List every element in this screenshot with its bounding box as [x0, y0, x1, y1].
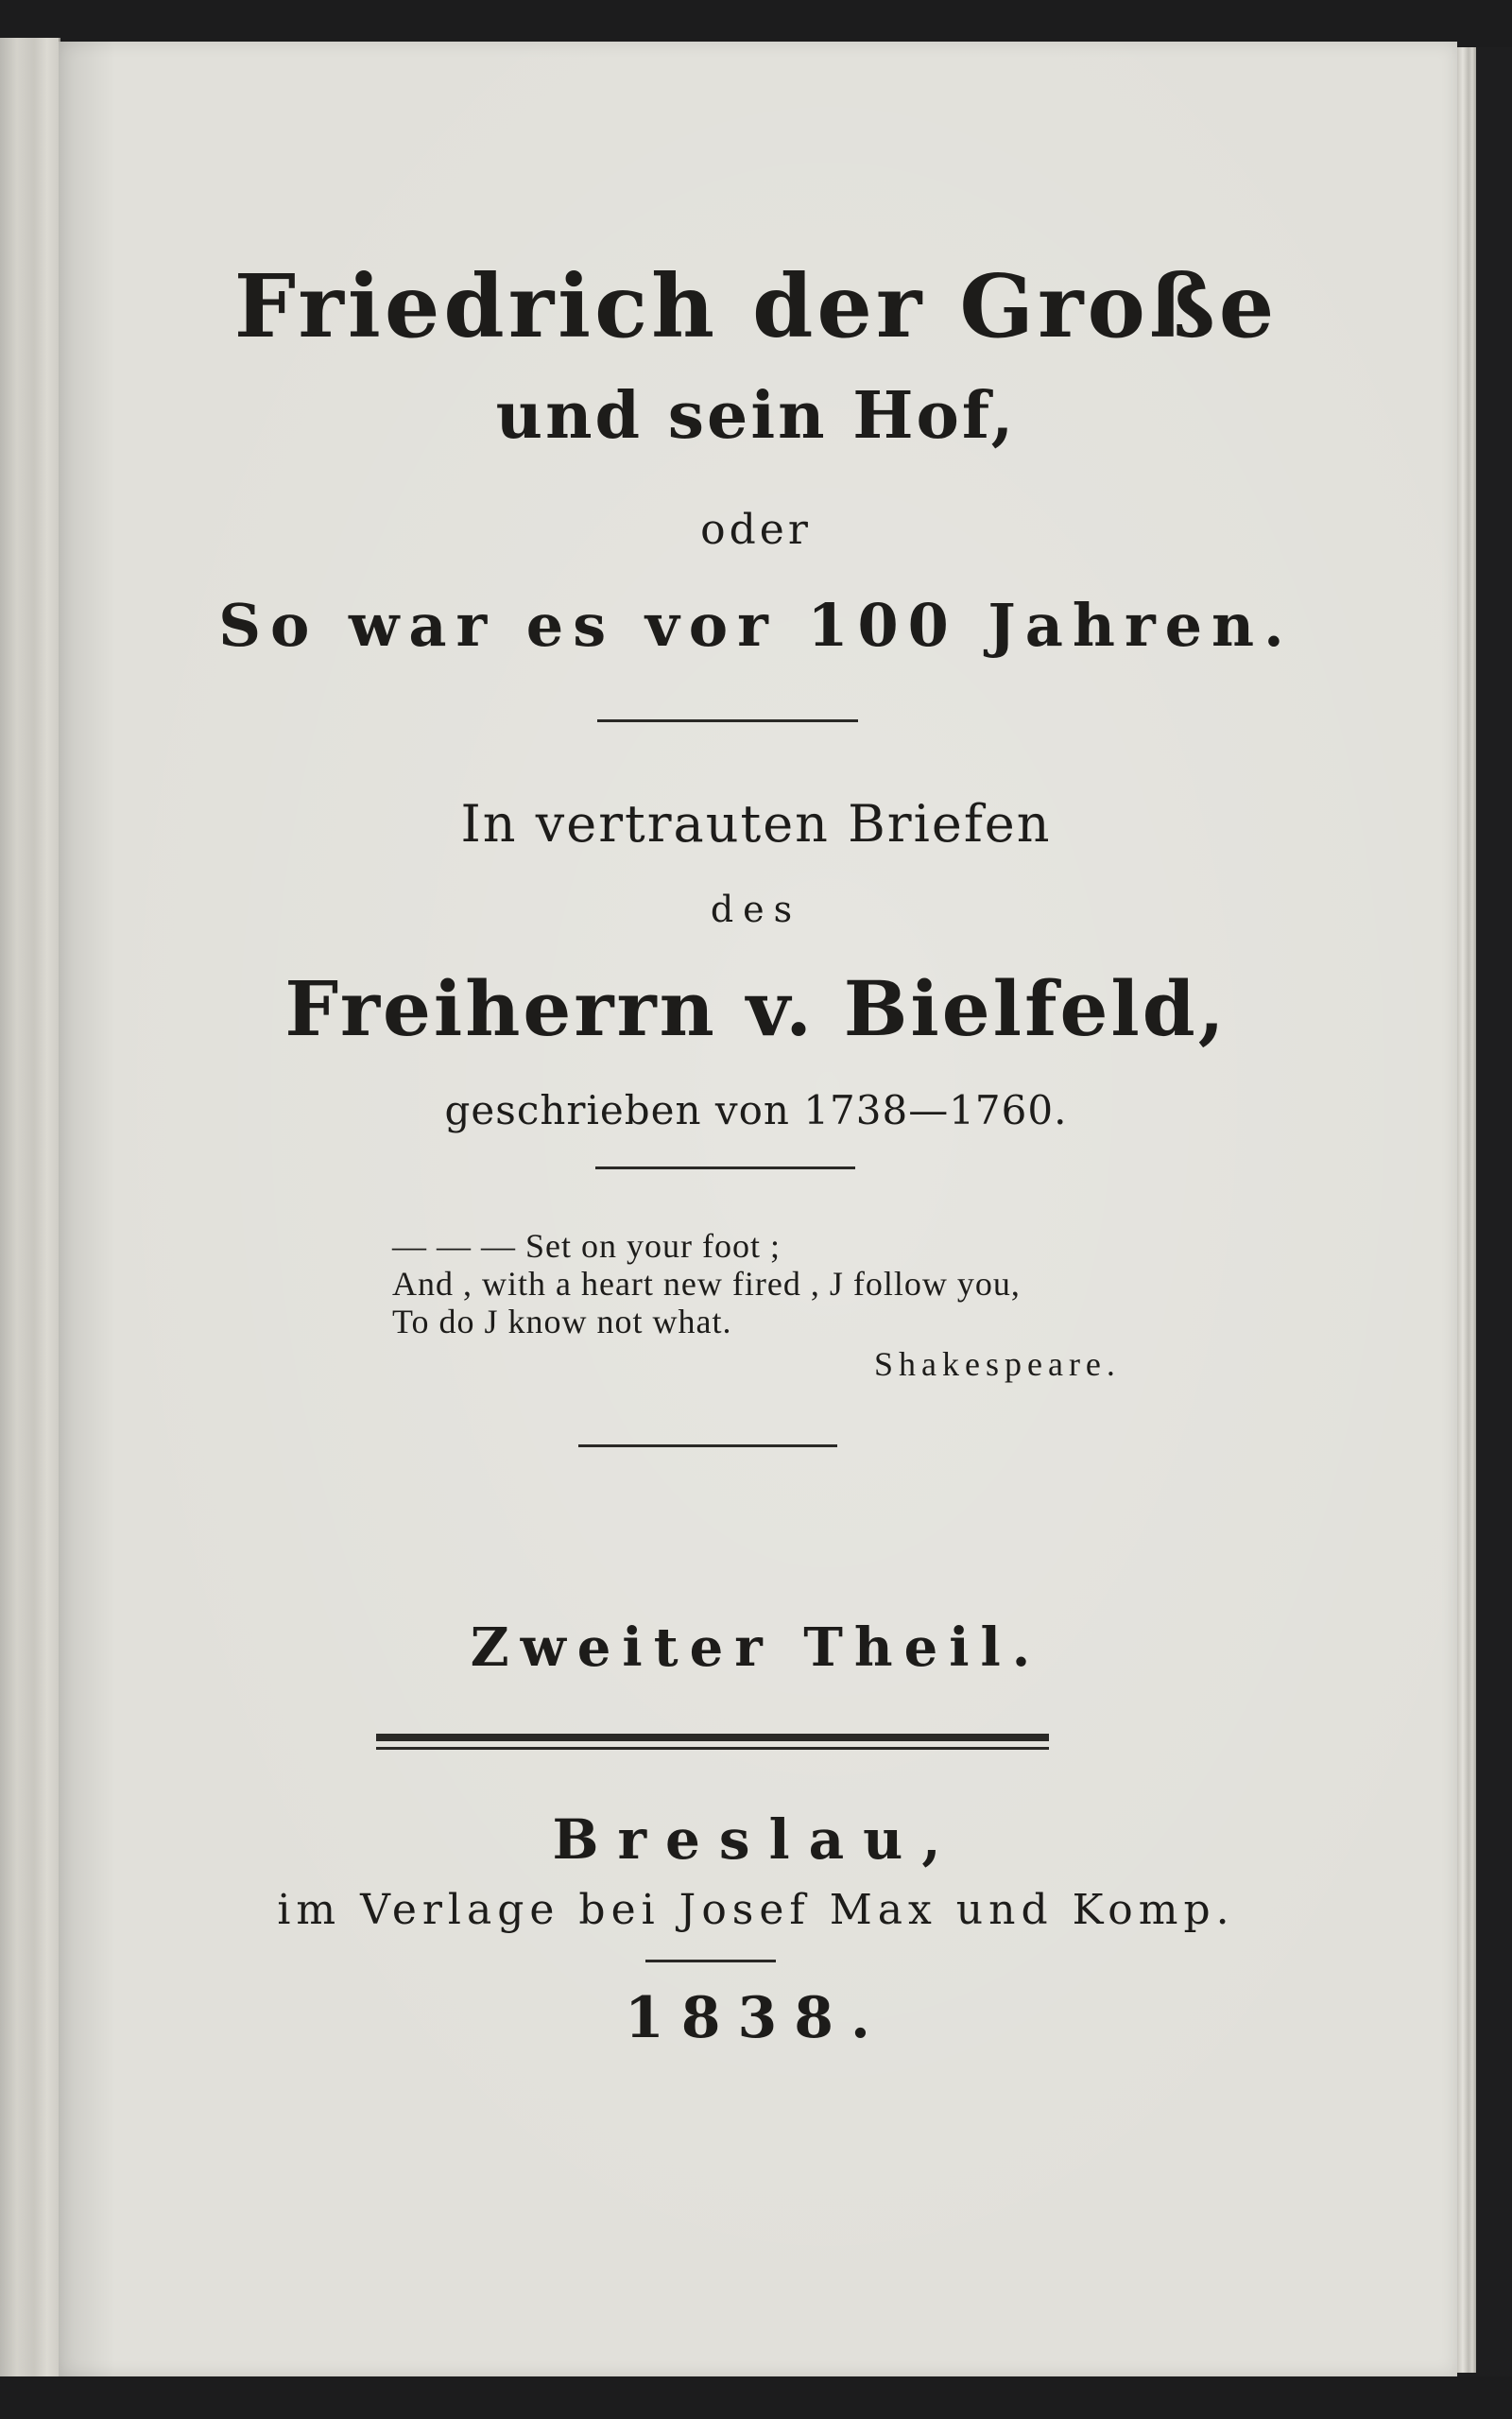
title-conjunction: oder: [700, 506, 812, 554]
epigraph-line-3: To do J know not what.: [392, 1303, 732, 1340]
written-dates: geschrieben von 1738—1760.: [444, 1087, 1068, 1133]
preposition-des: des: [710, 889, 802, 930]
thick-rule-bottom: [376, 1747, 1049, 1750]
intro-line: In vertrauten Briefen: [460, 794, 1052, 854]
epigraph: [392, 1227, 1205, 1383]
scan-top-border: [0, 0, 1512, 47]
divider-rule-1: [597, 719, 858, 722]
volume-label: Zweiter Theil.: [470, 1616, 1042, 1679]
title-line-1: Friedrich der Große: [233, 255, 1279, 357]
epigraph-line-2: And , with a heart new fired , J follow you,: [392, 1265, 1021, 1303]
publication-year: 1838.: [625, 1985, 887, 2051]
title-line-2: und sein Hof,: [495, 378, 1017, 454]
epigraph-line-1: — — — Set on your foot ;: [392, 1227, 781, 1265]
divider-rule-3: [578, 1444, 837, 1447]
epigraph-attribution: Shakespeare.: [874, 1345, 1121, 1383]
author-name: Freiherrn v. Bielfeld,: [284, 964, 1228, 1053]
divider-rule-2: [595, 1166, 855, 1169]
publisher-line: im Verlage bei Josef Max und Komp.: [277, 1886, 1235, 1934]
subtitle: So war es vor 100 Jahren.: [218, 591, 1294, 660]
divider-rule-4: [645, 1960, 776, 1962]
thick-rule-top: [376, 1734, 1049, 1741]
scan-bottom-border: [0, 2376, 1512, 2419]
place-of-publication: Breslau,: [552, 1807, 960, 1872]
